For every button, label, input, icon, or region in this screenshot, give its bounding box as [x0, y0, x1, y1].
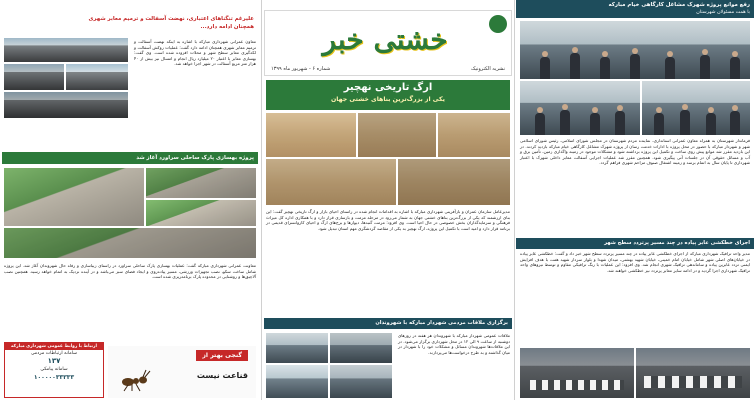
right-column: [516, 0, 754, 400]
contact-line-1: سامانه ارتباطات مردمی: [30, 351, 78, 356]
right-photo-crosswalk-2: [636, 348, 750, 398]
masthead-logo-emblem: [489, 15, 507, 33]
contact-box-header: ارتباط با روابط عمومی شهرداری مبارکه: [5, 343, 103, 350]
left-article-body-1: معاون عمرانی شهرداری مبارکه با اشاره به اینکه نهضت آسفالت و ترمیم معابر شهری همچنان ادامه دارد گفت: عملیات روکش آسفالت و لکه‌گیری معابر سطح شهر و محلات افزوده شده است. وی گفت: بهسازی معابر با اعتبار ۲۰ میلیارد ریال انجام و امسال نیز بیش از ۴۰ هزار متر مربع آسفالت در شهر اجرا خواهد شد.: [134, 39, 256, 67]
left-photo-asphalt-4: [4, 92, 128, 118]
right-headline: رفع موانع پروژه شهرک مشاغل کارگاهی خیام مبارکه: [608, 2, 750, 8]
feature-headline-box: [266, 80, 510, 110]
feature-photo-5: [266, 159, 396, 205]
right-subheadline: با همت مسئولان شهرستان: [696, 10, 750, 15]
masthead-subtitle: نشریه الکترونیک: [470, 66, 505, 72]
right-photo-meeting-3: [642, 81, 750, 135]
right-headline-2: اجرای خطکشی عابر پیاده در چند مسیر پرتردد سطح شهر: [604, 240, 750, 246]
masthead-issue: شماره ۶ - شهریور ماه ۱۳۹۹: [271, 66, 331, 72]
right-photo-meeting-1: [520, 21, 750, 79]
right-article-body-1: فرماندار شهرستان به همراه معاون عمرانی استانداری، نماینده مردم شهرستان در مجلس شورای اسلامی، رئیس شورای اسلامی شهر و شهردار مبارکه با حضور در محل پروژه با ادارات خدمت رسان از پروژه شهرک مشاغل کارگاهی خیام مبارکه بازدید کردند. در این بازدید مقرر شد موانع پیش روی ساخت و تکمیل این پروژه برداشته شود و مشکلات موجود در زمینه واگذاری زمین، تأمین برق و آب و مسائل حقوقی آن در جلسات آتی پیگیری شود. همچنین مقرر شد عملیات اجرایی آسفالت معابر داخلی شهرک با اعتبار شهرداری تا پایان سال به اتمام برسد و زمینه اشتغال صنوف مزاحم شهری فراهم گردد.: [520, 138, 750, 166]
right-headline-bar: [516, 0, 754, 18]
left-column: [0, 0, 260, 400]
contact-phone[interactable]: ۱۳۷: [47, 357, 61, 365]
center-photo-meeting-4: [330, 365, 392, 398]
feature-article-body: مدیرعامل سازمان عمران و بازآفرینی شهرداری مبارکه با اشاره به اقدامات انجام شده در راستای احیای بازار و ارگ تاریخی نهچیر گفت: این بنای ارزشمند که یکی از بزرگ‌ترین بناهای خشتی جهان به شمار می‌رود در مرحله مرمت و بازسازی قرار دارد و با همکاری اداره کل میراث فرهنگی و سرمایه‌گذاران بخش خصوصی در حال احیا است. وی افزود: مرمت گنبدها، دیوارها و برج‌های ارگ و احیای کاروانسرای قدیمی در برنامه قرار دارد و امید است با تکمیل این پروژه، ارگ نهچیر به یکی از مقاصد گردشگری مهم استان تبدیل شود.: [266, 209, 510, 231]
masthead: [264, 10, 512, 76]
feature-photo-4: [398, 159, 510, 205]
contact-line-2: سامانه پیامکی: [40, 367, 68, 372]
feature-photo-3: [266, 113, 356, 157]
center-headline-2: برگزاری ملاقات مردمی شهردار مبارکه با شهروندان: [375, 320, 508, 326]
left-headline-box: [2, 14, 258, 34]
contact-sms[interactable]: ۱۰۰۰۰۰۳۳۳۳۳: [33, 374, 75, 381]
center-column: [262, 0, 514, 400]
right-article-body-2: مدیر واحد ترافیک شهرداری مبارکه از اجرای خطکشی عابر پیاده در چند مسیر پرتردد سطح شهر خبر داد و گفت: خطکشی عابر پیاده در خیابان‌های اصلی شهر شامل خیابان امام خمینی، خیابان شهید بهشتی، میدان شهدا و بلوار سردار شهید همت با هدف افزایش ایمنی تردد عابرین پیاده و ساماندهی ترافیک شهری انجام شد. وی افزود: این عملیات با رنگ ترافیکی مقاوم و توسط نیروهای واحد ترافیک شهرداری اجرا گردید و در ادامه سایر معابر پرتردد نیز خطکشی خواهند شد.: [520, 251, 750, 273]
left-photo-park-4: [4, 228, 256, 258]
column-divider-1: [514, 0, 515, 400]
left-photo-park-3: [146, 200, 256, 226]
quote-box: [108, 346, 256, 398]
contact-box: [4, 342, 104, 398]
right-headline-2-bar: [516, 238, 754, 249]
masthead-title: خشتی خبر: [322, 23, 448, 56]
ant-icon: [118, 368, 156, 392]
left-photo-park-1: [4, 168, 144, 226]
feature-subtitle: یکی از بزرگ‌ترین بناهای خشتی جهان: [331, 96, 445, 103]
left-headline-2-bar: [2, 152, 258, 164]
left-headline-2-text: پروژه بهسازی پارک ساحلی سراورد آغاز شد: [136, 155, 254, 161]
feature-photo-1: [438, 113, 510, 157]
left-article-body-2: معاونت عمرانی شهرداری مبارکه گفت: عملیات بهسازی پارک ساحلی سراورد در راستای زیباسازی و رفاه حال شهروندان آغاز شد. این پروژه شامل ساخت سکو، نصب تجهیزات ورزشی، مسیر پیاده‌روی و ایجاد فضای سبز می‌باشد و در آینده نزدیک به اتمام خواهد رسید. همچنین نصب آلاچیق‌ها و روشنایی در محدوده پارک برنامه‌ریزی شده است.: [4, 263, 256, 280]
center-photo-meeting-2: [330, 333, 392, 363]
center-article-body-2: ملاقات عمومی شهردار مبارکه با شهروندان هر هفته در روزهای دوشنبه از ساعت ۹ الی ۱۲ در محل شهرداری برگزار می‌شود. در این ملاقات‌ها شهروندان مسائل و مشکلات خود را با شهردار در میان گذاشته و به طرح درخواست‌ها می‌پردازند.: [398, 333, 511, 355]
left-article-body-1b: [4, 120, 128, 150]
quote-line-1: گنجی بهتر از: [196, 350, 248, 361]
center-headline-2-bar: [264, 318, 512, 329]
center-photo-meeting-1: [266, 333, 328, 363]
left-photo-asphalt-1: [4, 38, 128, 62]
quote-line-2: قناعت نیست: [196, 371, 248, 380]
right-photo-meeting-2: [520, 81, 640, 135]
left-headline-2: همچنان ادامه دارد...: [200, 24, 254, 30]
right-photo-crosswalk-1: [520, 348, 634, 398]
center-photo-meeting-3: [266, 365, 328, 398]
left-photo-asphalt-2: [4, 64, 64, 90]
feature-photo-2: [358, 113, 436, 157]
left-photo-park-2: [146, 168, 256, 198]
feature-title: ارگ تاریخی نهچیر: [343, 82, 433, 93]
column-divider-2: [261, 0, 262, 400]
left-headline: علیرغم تنگناهای اعتباری، نهضت آسفالت و ترمیم معابر شهری: [88, 16, 254, 22]
left-photo-asphalt-3: [66, 64, 128, 90]
